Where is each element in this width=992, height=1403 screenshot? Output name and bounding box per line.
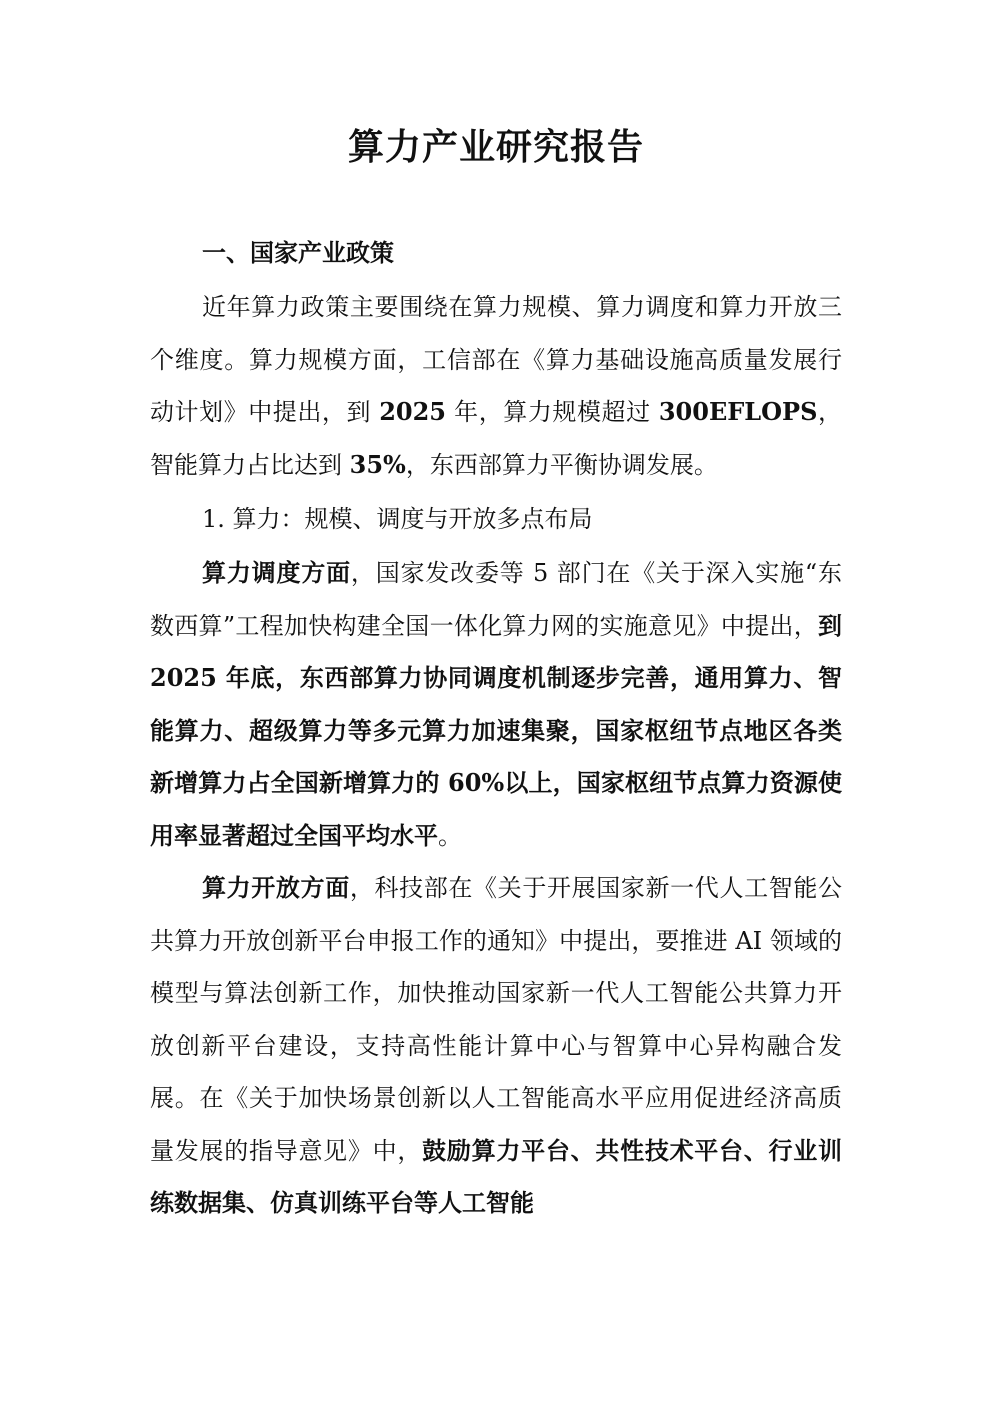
subsection-heading: 1. 算力：规模、调度与开放多点布局 — [202, 505, 593, 533]
text-run: 。 — [438, 821, 462, 850]
paragraph-compute-openness — [150, 862, 842, 1230]
document-body — [150, 225, 842, 1230]
text-run: 近年算力政策主要围绕在算力规模、算力调度和算力开放三个维度。算力规模方面，工信部在《算力基础设施高质量发展行动计划》中提出，到 — [150, 293, 842, 426]
bold-text-run: 鼓励算力平台、共性技术平台、行业训练数据集、仿真训练平台等人工智能 — [150, 1135, 843, 1217]
text-run: ，国家发改委等 5 部门在《关于深入实施“东数西算”工程加快构建全国一体化算力网的实施意见》中提出， — [150, 559, 843, 640]
bold-text-run: 算力开放方面 — [202, 873, 350, 902]
document-title: 算力产业研究报告 — [347, 127, 644, 168]
paragraph-compute-scheduling — [150, 547, 842, 862]
text-run: 年，算力规模超过 — [446, 398, 659, 426]
paragraph-compute-scale — [150, 281, 842, 491]
text-run: ，东西部算力平衡协调发展。 — [405, 450, 718, 479]
section-heading: 一、国家产业政策 — [202, 239, 394, 267]
bold-text-run: 300EFLOPS — [658, 397, 818, 426]
bold-text-run: 到 2025 年底，东西部算力协同调度机制逐步完善，通用算力、智能算力、超级算力等多元算力加速集聚，国家枢纽节点地区各类新增算力占全国新增算力的 60%以上，国家枢纽节点算力资源使用率显著超过全国平均水平 — [150, 610, 842, 850]
text-run: ，智能算力占比达到 — [150, 398, 842, 479]
bold-text-run: 算力调度方面 — [202, 558, 351, 587]
bold-text-run: 35% — [349, 449, 406, 479]
text-run: ，科技部在《关于开展国家新一代人工智能公共算力开放创新平台申报工作的通知》中提出，要推进 AI 领域的模型与算法创新工作，加快推动国家新一代人工智能公共算力开放创新平台建设，支持高性能计算中心与智算中心异构融合发展。在《关于加快场景创新以人工智能高水平应用促进经济高质量发展的指导意见》中， — [150, 874, 843, 1165]
bold-text-run: 2025 — [379, 397, 446, 426]
